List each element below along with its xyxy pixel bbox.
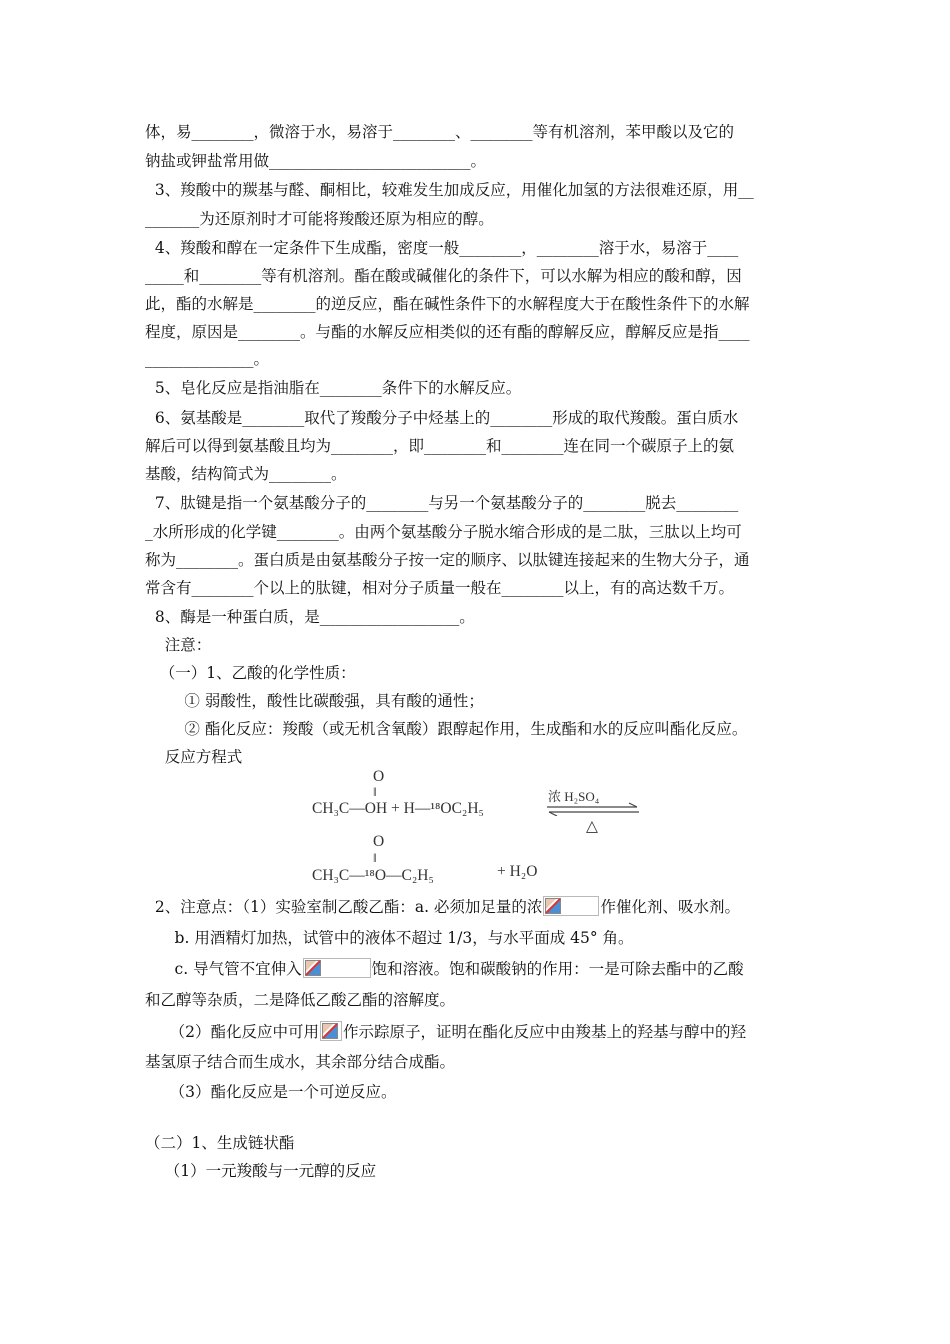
text-line: 8、酶是一种蛋白质，是__________________。	[145, 608, 475, 626]
text-line: 程度，原因是________。与酯的水解反应相类似的还有酯的醇解反应，醇解反应是指____	[145, 323, 750, 341]
equation-water: + H₂O	[497, 863, 538, 880]
double-bond-mark-2: ‖	[373, 850, 377, 865]
text-line: 3、羧酸中的羰基与醛、酮相比，较难发生加成反应，用催化加氢的方法很难还原，用__	[145, 181, 754, 199]
equation-oxygen-2: O	[373, 833, 385, 850]
equation-oxygen-1: O	[373, 768, 385, 785]
text-line: 5、皂化反应是指油脂在________条件下的水解反应。	[145, 379, 522, 397]
text-line: ① 弱酸性，酸性比碳酸强，具有酸的通性；	[145, 692, 484, 710]
note-line: （1）一元羧酸与一元醇的反应	[145, 1162, 377, 1180]
text-line: _______为还原剂时才可能将羧酸还原为相应的醇。	[145, 210, 494, 228]
equation-reactants: CH₃C—OH + H—¹⁸OC₂H₅	[312, 800, 484, 817]
text-line: _水所形成的化学键________。由两个氨基酸分子脱水缩合形成的是二肽，三肽以上均可	[145, 523, 742, 541]
text-line: 此，酯的水解是________的逆反应，酯在碱性条件下的水解程度大于在酸性条件下的水解	[145, 295, 750, 313]
text-line: _____和________等有机溶剂。酯在酸或碱催化的条件下，可以水解为相应的酸和醇，因	[145, 267, 742, 285]
note-line: 2、注意点：（1）实验室制乙酸乙酯：a. 必须加足量的浓 作催化剂、吸水剂。	[145, 898, 740, 916]
text-line: 4、羧酸和醇在一定条件下生成酯，密度一般________，________溶于水，易溶于____	[145, 239, 739, 257]
text-line: 常含有________个以上的肽键，相对分子质量一般在________以上，有的高达数千万。	[145, 579, 735, 597]
text-line: 7、肽键是指一个氨基酸分子的________与另一个氨基酸分子的________脱去________	[145, 494, 739, 512]
text-line: 体，易________，微溶于水，易溶于________、________等有机溶剂，苯甲酸以及它的	[145, 123, 735, 141]
text-line: 钠盐或钾盐常用做__________________________。	[145, 152, 487, 170]
broken-image-icon	[320, 1021, 342, 1041]
heat-symbol: △	[586, 818, 598, 835]
note-line: 和乙醇等杂质，二是降低乙酸乙酯的溶解度。	[145, 991, 456, 1009]
text-line: ② 酯化反应：羧酸（或无机含氧酸）跟醇起作用，生成酯和水的反应叫酯化反应。	[145, 720, 748, 738]
text-line: 解后可以得到氨基酸且均为________，即________和________连在同一个碳原子上的氨	[145, 437, 735, 455]
reversible-arrow-icon	[545, 802, 641, 816]
note-line: b. 用酒精灯加热，试管中的液体不超过 1/3，与水平面成 45° 角。	[145, 929, 634, 947]
text-line: 反应方程式	[145, 748, 243, 766]
note-line: c. 导气管不宜伸入 饱和溶液。饱和碳酸钠的作用：一是可除去酯中的乙酸	[145, 960, 744, 978]
reaction-condition: 浓 H₂SO₄	[548, 789, 600, 804]
equation-ester: CH₃C—¹⁸O—C₂H₅	[312, 867, 434, 884]
section-heading: （二）1、生成链状酯	[145, 1134, 295, 1152]
note-line: （3）酯化反应是一个可逆反应。	[145, 1083, 397, 1101]
broken-image-icon	[543, 896, 599, 916]
broken-image-icon	[303, 958, 371, 978]
text-line: ______________。	[145, 350, 270, 368]
text-line: 6、氨基酸是________取代了羧酸分子中烃基上的________形成的取代羧酸。蛋白质水	[145, 409, 739, 427]
note-line: （2）酯化反应中可用 作示踪原子，证明在酯化反应中由羧基上的羟基与醇中的羟	[145, 1023, 747, 1041]
text-line: 注意：	[145, 636, 212, 654]
double-bond-mark-1: ‖	[373, 784, 377, 799]
note-line: 基氢原子结合而生成水，其余部分结合成酯。	[145, 1053, 456, 1071]
text-line: 称为________。蛋白质是由氨基酸分子按一定的顺序、以肽键连接起来的生物大分子，通	[145, 551, 750, 569]
text-line: 基酸，结构简式为________。	[145, 465, 347, 483]
text-line: （一）1、乙酸的化学性质：	[145, 664, 356, 682]
